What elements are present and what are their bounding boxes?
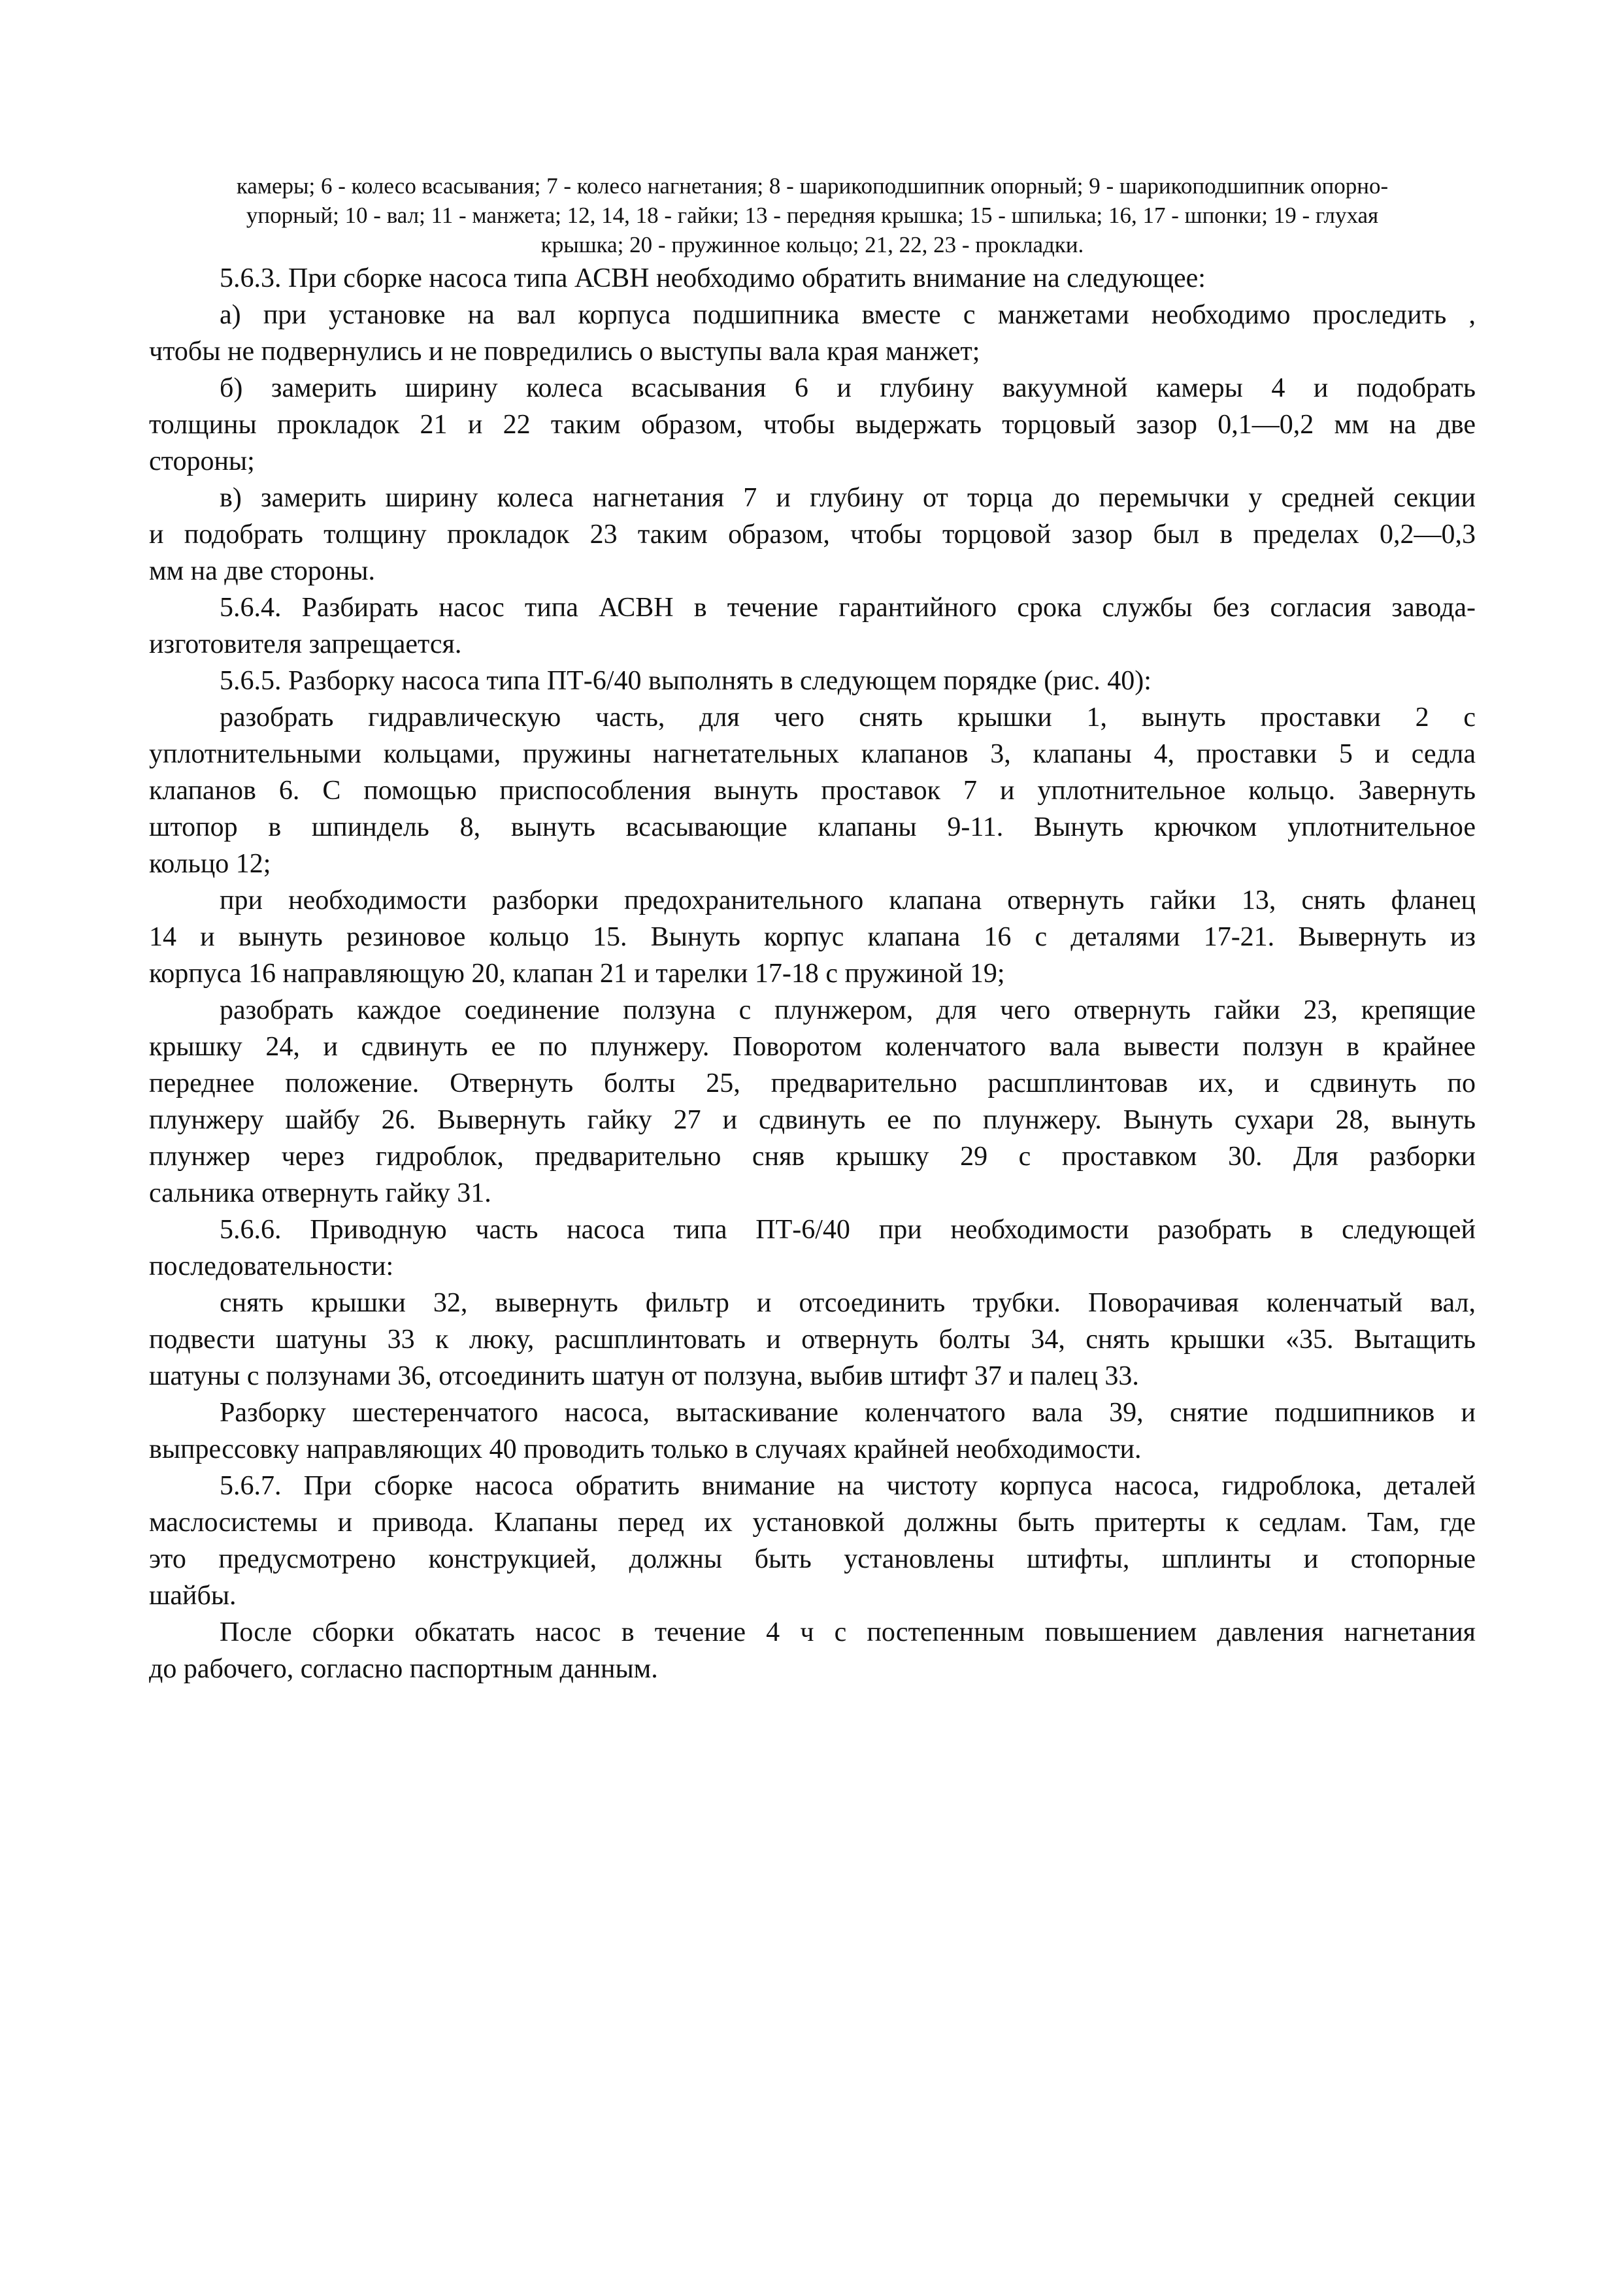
text-line: разобрать гидравлическую часть, для чего снять крышки 1, вынуть проставки 2 с (220, 702, 1476, 733)
text-line: 5.6.4. Разбирать насос типа АСВН в течение гарантийного срока службы без согласия завода- (220, 593, 1476, 623)
text-line: шатуны с ползунами 36, отсоединить шатун от ползуна, выбив штифт 37 и палец 33. (149, 1361, 1139, 1391)
text-line: После сборки обкатать насос в течение 4 ч с постепенным повышением давления нагнетания (220, 1617, 1476, 1647)
text-line: шайбы. (149, 1581, 237, 1611)
text-line: выпрессовку направляющих 40 проводить только в случаях крайней необходимости. (149, 1434, 1142, 1464)
text-line: кольцо 12; (149, 849, 271, 879)
paragraph-5-6-3: 5.6.3. При сборке насоса типа АСВН необходимо обратить внимание на следующее: (220, 263, 1206, 293)
text-line: в) замерить ширину колеса нагнетания 7 и глубину от торца до перемычки у средней секции (220, 483, 1476, 513)
text-line: снять крышки 32, вывернуть фильтр и отсоединить трубки. Поворачивая коленчатый вал, (220, 1288, 1476, 1318)
text-line: 5.6.6. Приводную часть насоса типа ПТ-6/40 при необходимости разобрать в следующей (220, 1215, 1476, 1245)
paragraph-drive-part (149, 1285, 1476, 1394)
text-line: сальника отвернуть гайку 31. (149, 1178, 491, 1208)
text-line: а) при установке на вал корпуса подшипника вместе с манжетами необходимо проследить , (220, 300, 1476, 330)
text-line: 5.6.7. При сборке насоса обратить внимание на чистоту корпуса насоса, гидроблока, деталей (220, 1471, 1476, 1501)
paragraph-item-a (149, 297, 1476, 370)
text-line: корпуса 16 направляющую 20, клапан 21 и тарелки 17-18 с пружиной 19; (149, 959, 1005, 989)
text-line: 14 и вынуть резиновое кольцо 15. Вынуть корпус клапана 16 с деталями 17-21. Вывернуть из (149, 922, 1476, 952)
text-line: толщины прокладок 21 и 22 таким образом, чтобы выдержать торцовый зазор 0,1—0,2 мм на две (149, 410, 1476, 440)
text-line: разобрать каждое соединение ползуна с плунжером, для чего отвернуть гайки 23, крепящие (220, 995, 1476, 1025)
paragraph-item-b (149, 370, 1476, 480)
text-line: это предусмотрено конструкцией, должны быть установлены штифты, шплинты и стопорные (149, 1544, 1476, 1574)
text-line: уплотнительными кольцами, пружины нагнетательных клапанов 3, клапаны 4, проставки 5 и седла (149, 739, 1476, 769)
text-line: чтобы не подвернулись и не повредились о выступы вала края манжет; (149, 337, 980, 367)
text-line: маслосистемы и привода. Клапаны перед их установкой должны быть притерты к седлам. Там, где (149, 1508, 1476, 1538)
paragraph-gear-pump (149, 1394, 1476, 1468)
text-line: мм на две стороны. (149, 556, 376, 586)
text-line: Разборку шестеренчатого насоса, вытаскивание коленчатого вала 39, снятие подшипников и (220, 1398, 1476, 1428)
text-line: последовательности: (149, 1251, 394, 1281)
caption-line: крышка; 20 - пружинное кольцо; 21, 22, 23 - прокладки. (540, 232, 1084, 257)
text-line: плунжеру шайбу 26. Вывернуть гайку 27 и сдвинуть ее по плунжеру. Вынуть сухари 28, вынуть (149, 1105, 1476, 1135)
text-line: стороны; (149, 446, 255, 476)
paragraph-5-6-5: 5.6.5. Разборку насоса типа ПТ-6/40 выполнять в следующем порядке (рис. 40): (220, 666, 1152, 696)
paragraph-hydraulic-part (149, 699, 1476, 882)
paragraph-safety-valve (149, 882, 1476, 992)
paragraph-slider-plunger (149, 992, 1476, 1212)
caption-line: камеры; 6 - колесо всасывания; 7 - колесо нагнетания; 8 - шарикоподшипник опорный; 9 - шарикоподшипник опорно- (236, 173, 1389, 199)
text-line: б) замерить ширину колеса всасывания 6 и глубину вакуумной камеры 4 и подобрать (220, 373, 1476, 403)
body-text (149, 260, 1476, 1687)
text-line: штопор в шпиндель 8, вынуть всасывающие клапаны 9-11. Вынуть крючком уплотнительное (149, 812, 1476, 842)
paragraph-run-in (149, 1614, 1476, 1687)
paragraph-5-6-7 (149, 1468, 1476, 1614)
caption-line: упорный; 10 - вал; 11 - манжета; 12, 14, 18 - гайки; 13 - передняя крышка; 15 - шпилька; 16, 17 - шпонки; 19 - глухая (246, 203, 1379, 228)
text-line: клапанов 6. С помощью приспособления вынуть проставок 7 и уплотнительное кольцо. Завернуть (149, 776, 1476, 806)
paragraph-5-6-4 (149, 589, 1476, 663)
text-line: изготовителя запрещается. (149, 629, 462, 659)
figure-caption (149, 171, 1476, 259)
paragraph-5-6-6 (149, 1212, 1476, 1285)
text-line: до рабочего, согласно паспортным данным. (149, 1654, 658, 1684)
text-line: переднее положение. Отвернуть болты 25, предварительно расшплинтовав их, и сдвинуть по (149, 1068, 1476, 1098)
paragraph-item-v (149, 480, 1476, 589)
text-line: крышку 24, и сдвинуть ее по плунжеру. Поворотом коленчатого вала вывести ползун в крайнее (149, 1032, 1476, 1062)
text-line: при необходимости разборки предохранительного клапана отвернуть гайки 13, снять фланец (220, 885, 1476, 916)
text-line: плунжер через гидроблок, предварительно сняв крышку 29 с проставком 30. Для разборки (149, 1142, 1476, 1172)
text-line: подвести шатуны 33 к люку, расшплинтовать и отвернуть болты 34, снять крышки «35. Вытащить (149, 1325, 1476, 1355)
text-line: и подобрать толщину прокладок 23 таким образом, чтобы торцовой зазор был в пределах 0,2—0,3 (149, 520, 1476, 550)
